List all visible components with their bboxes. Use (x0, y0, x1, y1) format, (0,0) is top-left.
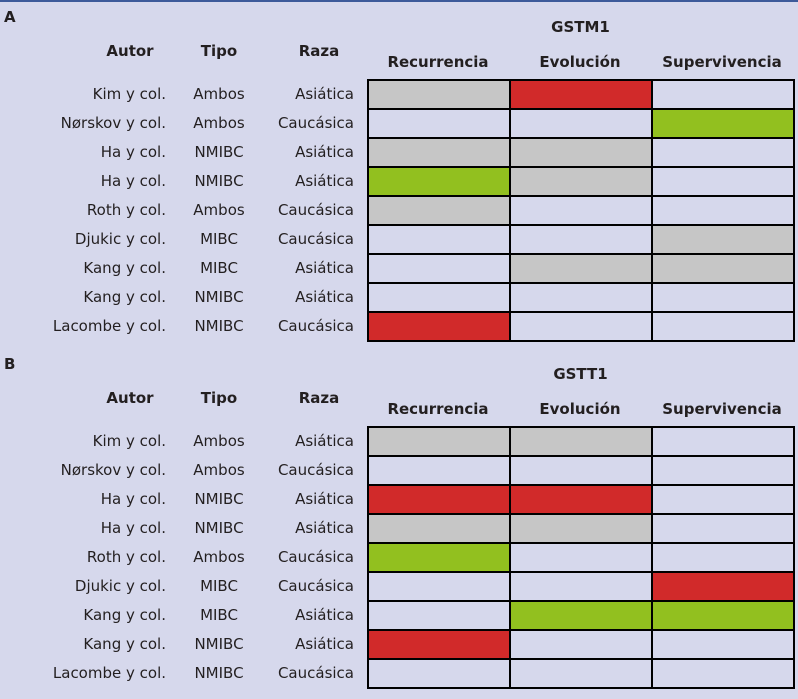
result-cell (511, 110, 653, 139)
row-tipo: Ambos (193, 548, 245, 566)
result-grid (367, 79, 795, 342)
row-raza: Caucásica (277, 230, 354, 248)
outcome-recurrencia: Recurrencia (387, 400, 489, 418)
result-cell (511, 631, 653, 660)
header-raza: Raza (298, 42, 340, 60)
result-cell (511, 573, 653, 602)
row-raza: Caucásica (277, 201, 354, 219)
row-tipo: NMIBC (194, 519, 244, 537)
result-cell (511, 284, 653, 313)
row-autor: Roth y col. (86, 548, 166, 566)
result-cell (653, 660, 795, 689)
row-autor: Nørskov y col. (60, 461, 166, 479)
panel-a (0, 0, 798, 345)
row-tipo: MIBC (200, 577, 238, 595)
row-autor: Djukic y col. (74, 577, 166, 595)
row-raza: Asiática (295, 259, 354, 277)
row-tipo: Ambos (193, 461, 245, 479)
result-cell (511, 660, 653, 689)
row-raza: Caucásica (277, 577, 354, 595)
outcome-supervivencia: Supervivencia (662, 400, 782, 418)
row-raza: Caucásica (277, 548, 354, 566)
row-raza: Asiática (295, 172, 354, 190)
result-cell (511, 226, 653, 255)
panel-label: B (4, 355, 16, 373)
row-autor: Ha y col. (100, 143, 166, 161)
result-cell (653, 168, 795, 197)
row-raza: Caucásica (277, 114, 354, 132)
result-cell (369, 139, 511, 168)
result-cell (511, 428, 653, 457)
row-tipo: NMIBC (194, 635, 244, 653)
row-tipo: Ambos (193, 85, 245, 103)
result-cell (653, 255, 795, 284)
result-cell (653, 313, 795, 342)
row-raza: Asiática (295, 432, 354, 450)
row-tipo: NMIBC (194, 288, 244, 306)
row-tipo: MIBC (200, 259, 238, 277)
row-autor: Kang y col. (83, 288, 166, 306)
row-autor: Djukic y col. (74, 230, 166, 248)
result-cell (369, 631, 511, 660)
result-cell (653, 515, 795, 544)
result-cell (653, 602, 795, 631)
result-cell (369, 428, 511, 457)
row-autor: Ha y col. (100, 172, 166, 190)
row-tipo: MIBC (200, 230, 238, 248)
result-cell (511, 255, 653, 284)
result-cell (653, 284, 795, 313)
row-raza: Asiática (295, 606, 354, 624)
header-autor: Autor (106, 389, 154, 407)
result-cell (369, 197, 511, 226)
result-cell (369, 110, 511, 139)
row-tipo: NMIBC (194, 143, 244, 161)
row-tipo: Ambos (193, 201, 245, 219)
row-raza: Asiática (295, 635, 354, 653)
result-cell (511, 544, 653, 573)
row-raza: Asiática (295, 85, 354, 103)
row-tipo: Ambos (193, 432, 245, 450)
result-cell (369, 168, 511, 197)
result-cell (511, 602, 653, 631)
header-tipo: Tipo (200, 389, 238, 407)
row-autor: Lacombe y col. (52, 664, 166, 682)
row-autor: Kim y col. (92, 85, 166, 103)
result-cell (511, 457, 653, 486)
outcome-supervivencia: Supervivencia (662, 53, 782, 71)
result-cell (653, 197, 795, 226)
result-cell (369, 573, 511, 602)
row-tipo: MIBC (200, 606, 238, 624)
result-cell (511, 81, 653, 110)
outcome-evolucion: Evolución (539, 53, 621, 71)
row-autor: Kang y col. (83, 259, 166, 277)
row-autor: Ha y col. (100, 519, 166, 537)
result-cell (653, 81, 795, 110)
row-raza: Caucásica (277, 317, 354, 335)
row-raza: Asiática (295, 143, 354, 161)
row-tipo: NMIBC (194, 664, 244, 682)
panel-b (0, 347, 798, 692)
result-grid (367, 426, 795, 689)
row-autor: Roth y col. (86, 201, 166, 219)
row-tipo: NMIBC (194, 172, 244, 190)
result-cell (369, 226, 511, 255)
row-autor: Kim y col. (92, 432, 166, 450)
row-autor: Kang y col. (83, 635, 166, 653)
result-cell (369, 457, 511, 486)
result-cell (511, 139, 653, 168)
header-tipo: Tipo (200, 42, 238, 60)
header-autor: Autor (106, 42, 154, 60)
result-cell (511, 313, 653, 342)
result-cell (369, 255, 511, 284)
result-cell (511, 168, 653, 197)
result-cell (653, 573, 795, 602)
row-tipo: NMIBC (194, 490, 244, 508)
result-cell (511, 486, 653, 515)
gene-title: GSTM1 (551, 18, 610, 36)
result-cell (653, 428, 795, 457)
row-autor: Lacombe y col. (52, 317, 166, 335)
result-cell (369, 660, 511, 689)
result-cell (369, 81, 511, 110)
result-cell (511, 515, 653, 544)
panel-label: A (4, 8, 16, 26)
outcome-recurrencia: Recurrencia (387, 53, 489, 71)
result-cell (653, 457, 795, 486)
row-autor: Kang y col. (83, 606, 166, 624)
row-tipo: NMIBC (194, 317, 244, 335)
result-cell (653, 226, 795, 255)
result-cell (653, 110, 795, 139)
result-cell (369, 284, 511, 313)
result-cell (369, 544, 511, 573)
row-raza: Asiática (295, 519, 354, 537)
header-raza: Raza (298, 389, 340, 407)
result-cell (653, 631, 795, 660)
result-cell (653, 486, 795, 515)
row-raza: Asiática (295, 288, 354, 306)
row-autor: Nørskov y col. (60, 114, 166, 132)
row-raza: Caucásica (277, 664, 354, 682)
row-raza: Asiática (295, 490, 354, 508)
result-cell (369, 602, 511, 631)
row-raza: Caucásica (277, 461, 354, 479)
row-tipo: Ambos (193, 114, 245, 132)
gene-title: GSTT1 (553, 365, 608, 383)
result-cell (653, 139, 795, 168)
result-cell (369, 486, 511, 515)
result-cell (511, 197, 653, 226)
result-cell (653, 544, 795, 573)
outcome-evolucion: Evolución (539, 400, 621, 418)
result-cell (369, 515, 511, 544)
row-autor: Ha y col. (100, 490, 166, 508)
result-cell (369, 313, 511, 342)
